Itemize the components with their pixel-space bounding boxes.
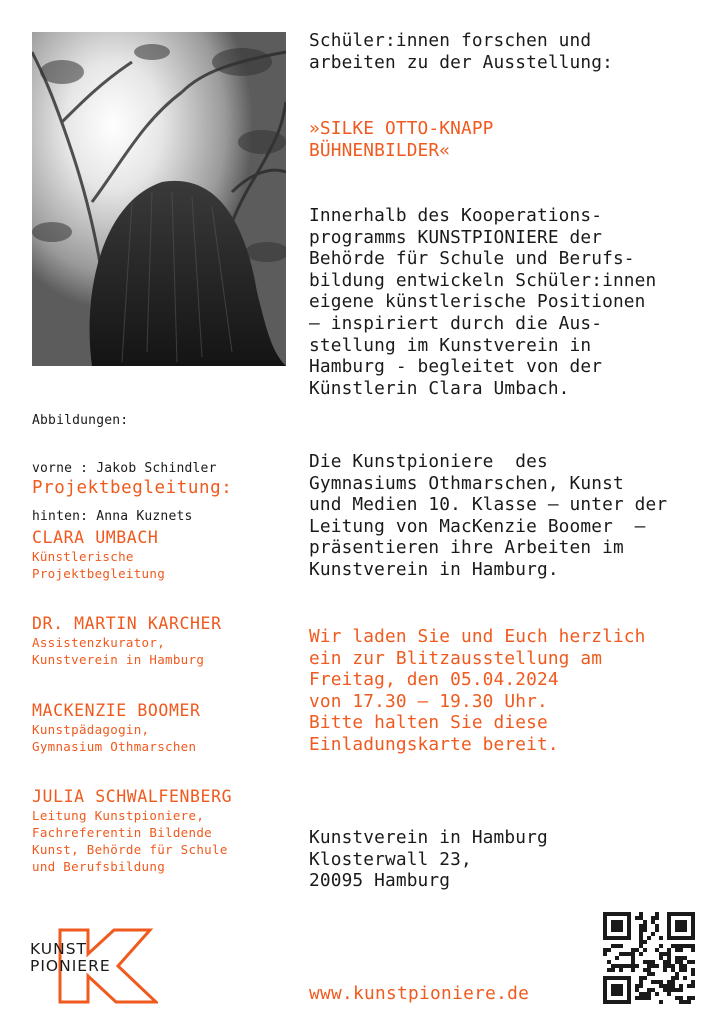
credits-heading: Abbildungen:: [32, 413, 129, 428]
cover-photo: [32, 32, 286, 366]
person-role: Leitung Kunstpioniere, Fachreferentin Bildende Kunst, Behörde für Schule und Berufsbildung: [32, 808, 228, 874]
exhibition-title: »SILKE OTTO-KNAPP BÜHNENBILDER«: [309, 118, 494, 161]
kunstpioniere-logo: [30, 928, 158, 1004]
class-description: Die Kunstpioniere des Gymnasiums Othmarschen, Kunst und Medien 10. Klasse – unter der Leitung von MacKenzie Boomer – präsentieren ihre Arbeiten im Kunstverein in Hamburg.: [309, 451, 668, 580]
person-name: CLARA UMBACH: [32, 528, 159, 547]
person-role: Künstlerische Projektbegleitung: [32, 549, 166, 581]
person-name: DR. MARTIN KARCHER: [32, 614, 222, 633]
photo-image: [32, 32, 286, 366]
credit-back: hinten: Anna Kuznets: [32, 509, 193, 524]
person-entry: [32, 614, 222, 668]
person-name: JULIA SCHWALFENBERG: [32, 787, 233, 806]
person-entry: [32, 528, 165, 582]
program-description: Innerhalb des Kooperations- programms KUNSTPIONIERE der Behörde für Schule und Berufs- bildung entwickeln Schüler:innen eigene künstlerische Positionen – inspiriert durch die Aus- stellung im Kunstverein in Hamburg - begleitet von der Künstlerin Clara Umbach.: [309, 205, 657, 399]
image-credits: [32, 381, 217, 541]
intro-text: Schüler:innen forschen und arbeiten zu der Ausstellung:: [309, 30, 613, 73]
person-entry: [32, 787, 232, 875]
logo-text-line1: KUNST: [30, 940, 87, 958]
invitation-text: Wir laden Sie und Euch herzlich ein zur Blitzausstellung am Freitag, den 05.04.2024 von 17.30 – 19.30 Uhr. Bitte halten Sie diese Einladungskarte bereit.: [309, 626, 646, 755]
person-role: Kunstpädagogin, Gymnasium Othmarschen: [32, 722, 197, 754]
venue-address: Kunstverein in Hamburg Klosterwall 23, 20095 Hamburg: [309, 827, 548, 892]
credit-front: vorne : Jakob Schindler: [32, 461, 217, 476]
person-name: MACKENZIE BOOMER: [32, 701, 201, 720]
qr-code-icon: [603, 912, 695, 1004]
logo-text-line2: PIONIERE: [30, 957, 111, 975]
person-entry: [32, 701, 201, 755]
project-support-heading: Projektbegleitung:: [32, 478, 233, 498]
website-link[interactable]: www.kunstpioniere.de: [309, 983, 530, 1004]
person-role: Assistenzkurator, Kunstverein in Hamburg: [32, 635, 205, 667]
